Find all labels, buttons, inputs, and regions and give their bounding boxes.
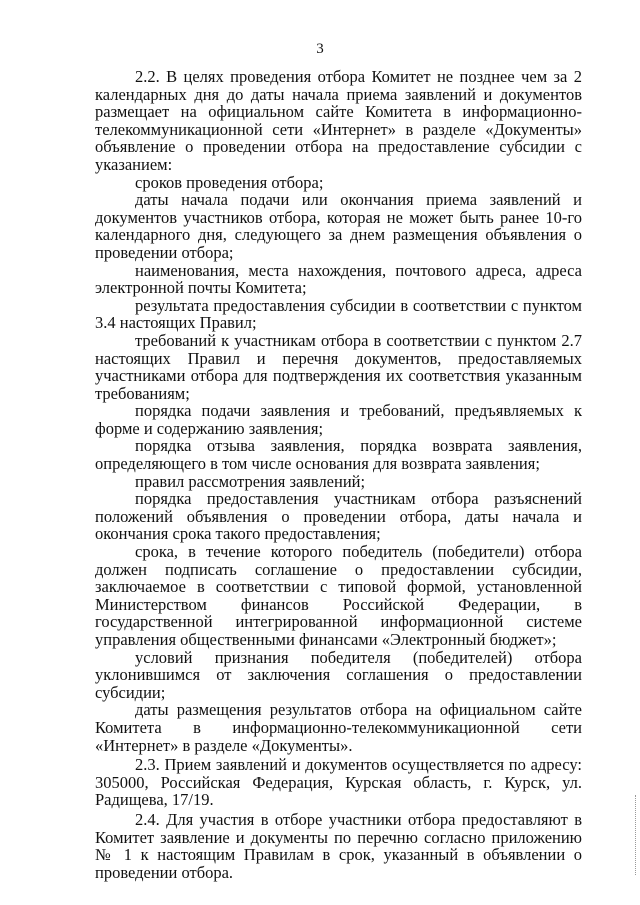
- list-item: даты размещения результатов отбора на официальном сайте Комитета в информационно-телекоммуникационной сети «Интернет» в разделе «Документы».: [95, 700, 582, 755]
- list-item: сроков проведения отбора;: [135, 172, 324, 192]
- paragraph-2-4: 2.4. Для участия в отборе участники отбора предоставляют в Комитет заявление и документы по перечню согласно приложению № 1 к настоящим Правилам в срок, указанный в объявлении о проведении отбора.: [95, 809, 582, 882]
- list-item: требований к участникам отбора в соответствии с пунктом 2.7 настоящих Правил и перечня документов, предоставляемых участниками отбора для подтверждения их соответствия указанным требованиям;: [95, 330, 582, 403]
- list-item: правил рассмотрения заявлений;: [135, 471, 366, 491]
- list-item: даты начала подачи или окончания приема заявлений и документов участников отбора, которая не может быть ранее 10-го календарного дня, следующего за днем размещения объявления о проведении отбора;: [95, 190, 582, 262]
- list-item: условий признания победителя (победителей) отбора уклонившимся от заключения соглашения о предоставлении субсидии;: [95, 647, 582, 702]
- document-body: [95, 68, 582, 881]
- scan-edge-mark: [633, 795, 636, 875]
- list-item: наименования, места нахождения, почтового адреса, адреса электронной почты Комитета;: [95, 260, 582, 298]
- paragraph-2-3: 2.3. Прием заявлений и документов осуществляется по адресу: 305000, Российская Федерация, Курская область, г. Курск, ул. Радищева, 17/19.: [95, 755, 582, 810]
- list-item: срока, в течение которого победитель (победители) отбора должен подписать соглашение о предоставлении субсидии, заключаемое в соответствии с типовой формой, установленной Министерством финансов Российской Федерации, в государственной интегрированной информационной системе управления общественными финансами «Электронный бюджет»;: [95, 542, 582, 649]
- list-item: порядка отзыва заявления, порядка возврата заявления, определяющего в том числе основания для возврата заявления;: [95, 436, 582, 474]
- list-item: результата предоставления субсидии в соответствии с пунктом 3.4 настоящих Правил;: [95, 295, 582, 333]
- page-number: 3: [316, 41, 324, 57]
- list-item: порядка предоставления участникам отбора разъяснений положений объявления о проведении отбора, даты начала и окончания срока такого предоставления;: [95, 489, 582, 544]
- list-item: порядка подачи заявления и требований, предъявляемых к форме и содержанию заявления;: [95, 401, 582, 438]
- paragraph-2-2: 2.2. В целях проведения отбора Комитет не позднее чем за 2 календарных дня до даты начала приема заявлений и документов размещает на официальном сайте Комитета в информационно-телекоммуникационной сети «Интернет» в разделе «Документы» объявление о проведении отбора на предоставление субсидии с указанием:: [95, 67, 582, 174]
